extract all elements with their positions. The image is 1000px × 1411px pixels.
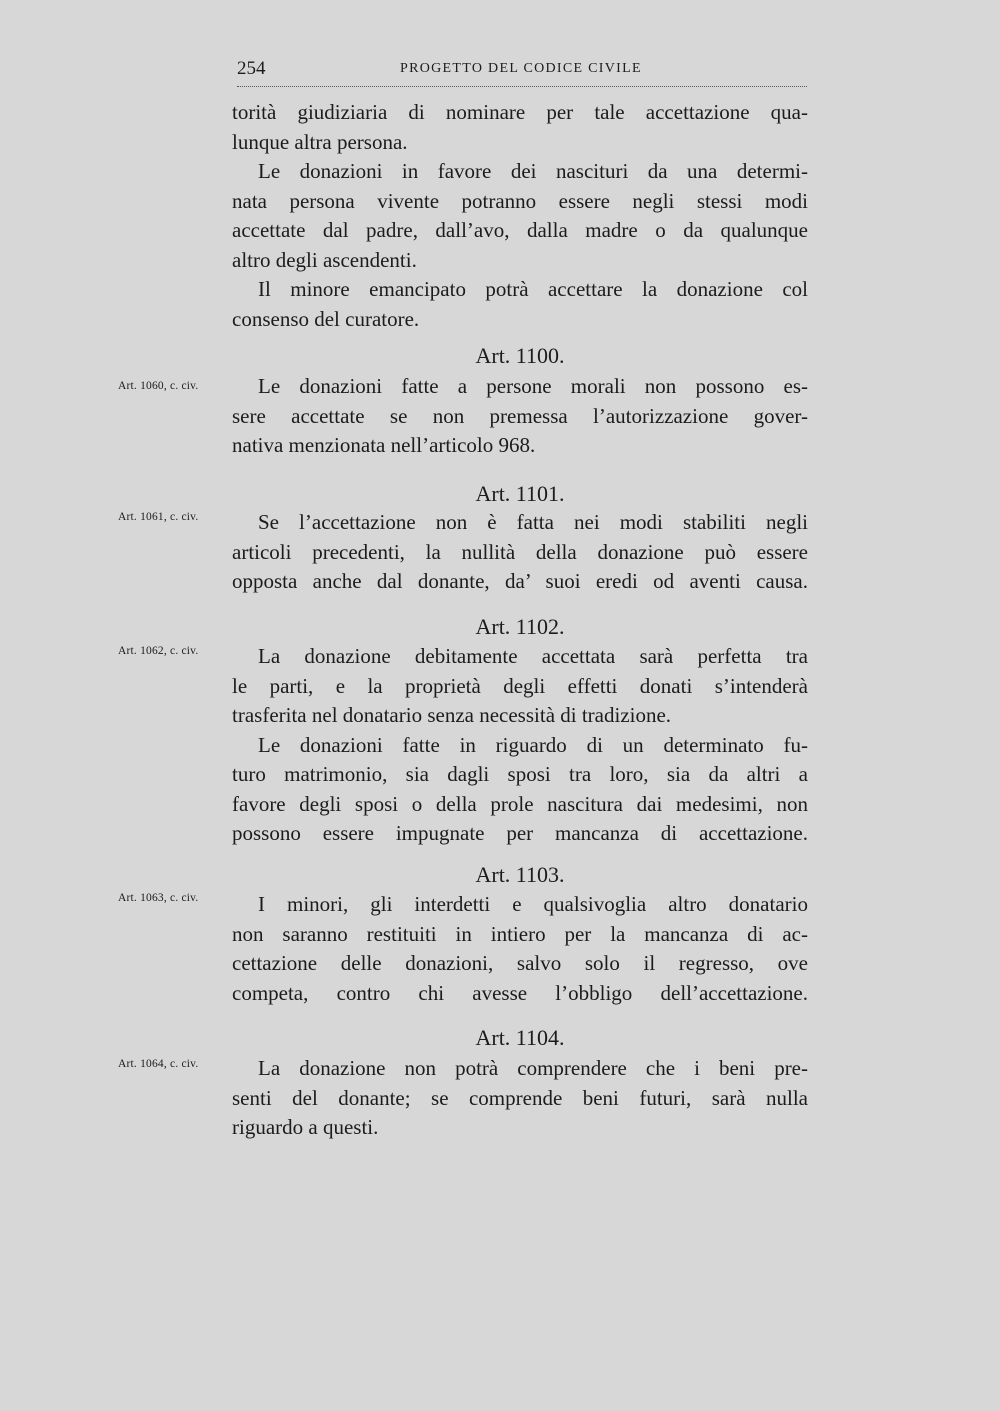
margin-reference: Art. 1064, c. civ. xyxy=(118,1058,199,1070)
text-line: La donazione non potrà comprendere che i beni pre- xyxy=(258,1056,808,1080)
margin-reference: Art. 1062, c. civ. xyxy=(118,645,199,657)
text-line: competa, contro chi avesse l’obbligo dell’accettazione. xyxy=(232,980,808,1005)
article-text xyxy=(232,890,808,1008)
text-line: senti del donante; se comprende beni futuri, sarà nulla xyxy=(232,1085,808,1110)
text-line: trasferita nel donatario senza necessità di tradizione. xyxy=(232,703,672,727)
text-line: cettazione delle donazioni, salvo solo il regresso, ove xyxy=(232,951,808,975)
text-line: La donazione debitamente accettata sarà perfetta tra xyxy=(258,644,808,668)
article-heading: Art. 1100. xyxy=(475,343,565,368)
text-line: consenso del curatore. xyxy=(232,306,420,331)
text-line: nata persona vivente potranno essere negli stessi modi xyxy=(232,188,808,213)
header-rule xyxy=(237,86,807,87)
article-text xyxy=(232,642,808,849)
text-line: sere accettate se non premessa l’autorizzazione gover- xyxy=(232,403,808,428)
margin-reference: Art. 1060, c. civ. xyxy=(118,380,199,392)
text-line: non saranno restituiti in intiero per la mancanza di ac- xyxy=(232,921,808,946)
running-title: PROGETTO DEL CODICE CIVILE xyxy=(400,61,642,76)
article-heading: Art. 1103. xyxy=(475,862,565,887)
article-text xyxy=(232,372,808,461)
text-line: Se l’accettazione non è fatta nei modi stabiliti negli xyxy=(258,510,808,534)
article-heading: Art. 1101. xyxy=(475,481,565,506)
text-line: possono essere impugnate per mancanza di accettazione. xyxy=(232,821,808,845)
margin-reference: Art. 1063, c. civ. xyxy=(118,892,199,904)
text-line: turo matrimonio, sia dagli sposi tra loro, sia da altri a xyxy=(232,762,808,786)
text-line: le parti, e la proprietà degli effetti donati s’intenderà xyxy=(232,673,808,698)
article-text xyxy=(232,508,808,597)
margin-reference: Art. 1061, c. civ. xyxy=(118,511,199,523)
text-line: lunque altra persona. xyxy=(232,129,408,154)
article-heading: Art. 1102. xyxy=(475,614,565,639)
page-number: 254 xyxy=(237,58,266,79)
text-line: torità giudiziaria di nominare per tale accettazione qua- xyxy=(232,100,808,124)
text-line: opposta anche dal donante, da’ suoi eredi od aventi causa. xyxy=(232,569,808,593)
intro-text xyxy=(232,98,808,334)
text-line: riguardo a questi. xyxy=(232,1115,379,1139)
running-header xyxy=(237,56,807,86)
text-line: favore degli sposi o della prole nascitura dai medesimi, non xyxy=(232,791,808,816)
article-heading: Art. 1104. xyxy=(475,1025,565,1050)
text-line: accettate dal padre, dall’avo, dalla madre o da qualunque xyxy=(232,218,808,242)
article-text xyxy=(232,1054,808,1143)
text-line: articoli precedenti, la nullità della donazione può essere xyxy=(232,539,808,564)
text-line: Le donazioni fatte a persone morali non possono es- xyxy=(258,374,808,398)
text-line: Il minore emancipato potrà accettare la donazione col xyxy=(258,277,808,301)
text-line: Le donazioni fatte in riguardo di un determinato fu- xyxy=(258,732,808,757)
text-line: altro degli ascendenti. xyxy=(232,247,417,272)
text-line: nativa menzionata nell’articolo 968. xyxy=(232,433,536,457)
text-line: Le donazioni in favore dei nascituri da una determi- xyxy=(258,159,808,183)
text-line: I minori, gli interdetti e qualsivoglia altro donatario xyxy=(258,892,808,916)
